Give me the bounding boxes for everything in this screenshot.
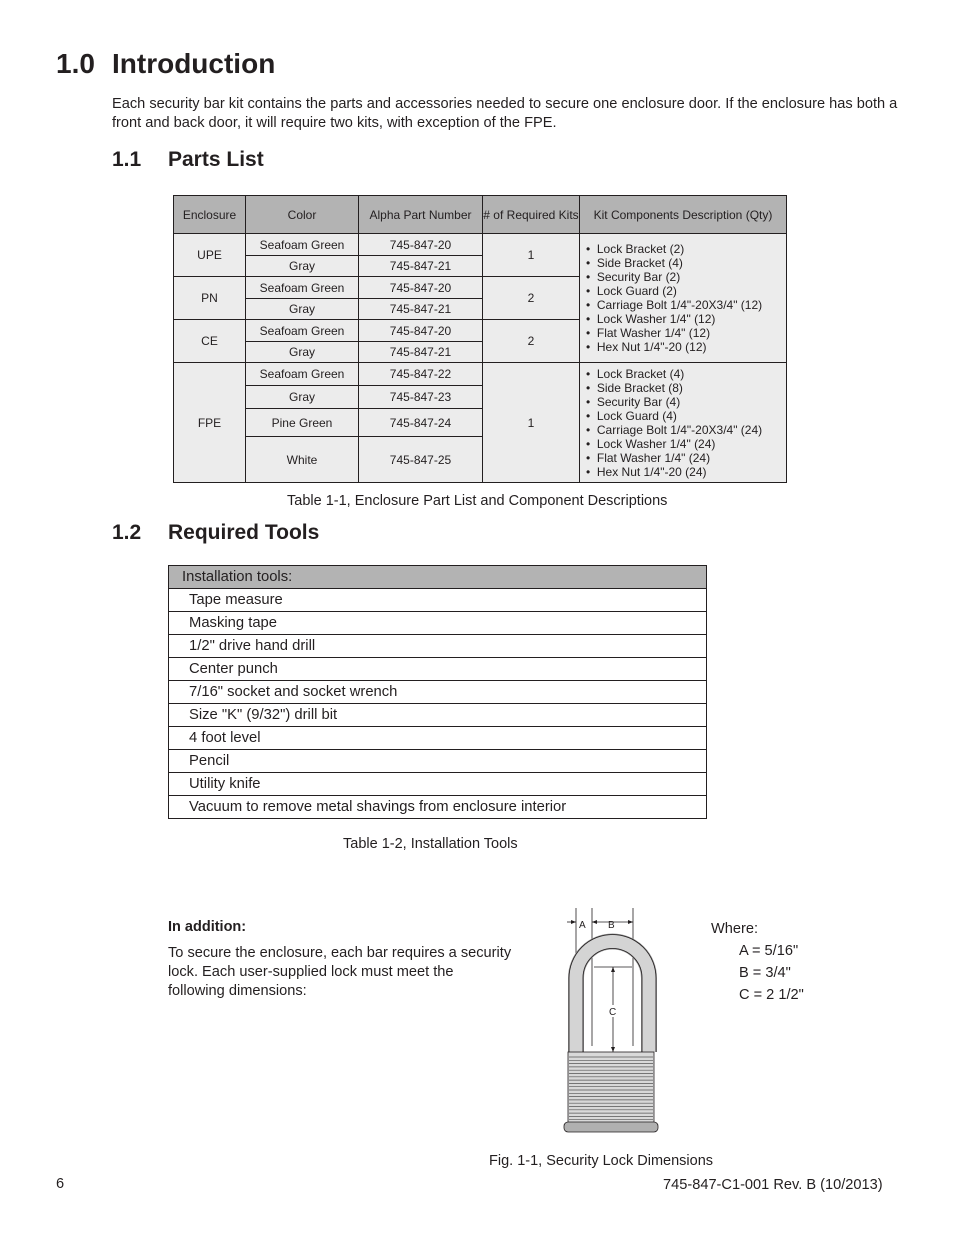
parts-list-heading (112, 148, 264, 172)
enclosure-cell: CE (174, 320, 246, 363)
section-number: 1.0 (56, 48, 95, 79)
parts-table (173, 195, 787, 483)
header-enclosure: Enclosure (174, 196, 246, 234)
dimension-label-b: B (608, 920, 615, 931)
component-item: • Hex Nut 1/4"-20 (24) (586, 465, 786, 479)
document-revision: 745-847-C1-001 Rev. B (10/2013) (663, 1177, 883, 1193)
parts-list-number: 1.1 (112, 148, 142, 171)
color-cell: Gray (246, 256, 359, 277)
color-cell: Gray (246, 342, 359, 363)
part-number-cell: 745-847-25 (359, 437, 483, 483)
where-label: Where: (711, 921, 759, 937)
dimension-label-c: C (609, 1007, 617, 1018)
part-number-cell: 745-847-24 (359, 409, 483, 437)
parts-list-title: Parts List (168, 148, 264, 171)
kits-cell: 2 (483, 320, 580, 363)
header-color: Color (246, 196, 359, 234)
component-item: • Security Bar (4) (586, 395, 786, 409)
tool-item: Center punch (169, 658, 707, 681)
table-row (169, 750, 707, 773)
component-item: • Hex Nut 1/4"-20 (12) (586, 340, 786, 354)
required-tools-heading (112, 521, 319, 545)
dimension-label-a: A (579, 920, 586, 931)
component-item: • Security Bar (2) (586, 270, 786, 284)
table-row (169, 589, 707, 612)
tool-item: 4 foot level (169, 727, 707, 750)
part-number-cell: 745-847-20 (359, 320, 483, 342)
tools-header-cell: Installation tools: (169, 566, 707, 589)
component-item: • Side Bracket (8) (586, 381, 786, 395)
part-number-cell: 745-847-20 (359, 277, 483, 299)
page-title (56, 48, 275, 80)
component-item: • Side Bracket (4) (586, 256, 786, 270)
part-number-cell: 745-847-21 (359, 256, 483, 277)
parts-table-caption: Table 1-1, Enclosure Part List and Component Descriptions (287, 493, 668, 509)
dimension-a-value: A = 5/16" (739, 943, 799, 959)
lock-figure-caption: Fig. 1-1, Security Lock Dimensions (489, 1153, 714, 1169)
color-cell: Seafoam Green (246, 363, 359, 386)
component-item: • Carriage Bolt 1/4"-20X3/4" (24) (586, 423, 786, 437)
header-required-kits: # of Required Kits (483, 196, 580, 234)
color-cell: Gray (246, 299, 359, 320)
table-row (169, 635, 707, 658)
tool-item: Size "K" (9/32") drill bit (169, 704, 707, 727)
component-item: • Carriage Bolt 1/4"-20X3/4" (12) (586, 298, 786, 312)
component-item: • Lock Guard (2) (586, 284, 786, 298)
table-row (169, 727, 707, 750)
color-cell: Seafoam Green (246, 320, 359, 342)
color-cell: White (246, 437, 359, 483)
section-title: Introduction (112, 48, 276, 79)
part-number-cell: 745-847-21 (359, 342, 483, 363)
dimension-legend (711, 918, 804, 1006)
tool-item: Utility knife (169, 773, 707, 796)
part-number-cell: 745-847-21 (359, 299, 483, 320)
components-list (586, 367, 786, 479)
part-number-cell: 745-847-20 (359, 234, 483, 256)
required-tools-title: Required Tools (168, 521, 320, 544)
intro-paragraph: Each security bar kit contains the parts and accessories needed to secure one enclosure door. If the enclosure has both a front and back door, it will require two kits, with exception of the FPE. (112, 96, 898, 131)
table-row (169, 704, 707, 727)
table-row (169, 796, 707, 819)
component-item: • Flat Washer 1/4" (12) (586, 326, 786, 340)
tool-item: Tape measure (169, 589, 707, 612)
kits-cell: 1 (483, 363, 580, 483)
enclosure-cell: PN (174, 277, 246, 320)
dimension-b-value: B = 3/4" (739, 965, 791, 981)
part-number-cell: 745-847-23 (359, 386, 483, 409)
table-row (169, 773, 707, 796)
component-item: • Lock Guard (4) (586, 409, 786, 423)
components-list (586, 242, 786, 354)
component-item: • Lock Bracket (4) (586, 367, 786, 381)
component-item: • Lock Washer 1/4" (12) (586, 312, 786, 326)
parts-table-header (174, 196, 787, 234)
header-components: Kit Components Description (Qty) (580, 196, 787, 234)
color-cell: Seafoam Green (246, 234, 359, 256)
component-item: • Lock Washer 1/4" (24) (586, 437, 786, 451)
dimension-c-value: C = 2 1/2" (739, 987, 804, 1003)
component-item: • Flat Washer 1/4" (24) (586, 451, 786, 465)
enclosure-cell: UPE (174, 234, 246, 277)
required-tools-number: 1.2 (112, 521, 142, 544)
tool-item: 7/16" socket and socket wrench (169, 681, 707, 704)
table-row (169, 658, 707, 681)
tool-item: Pencil (169, 750, 707, 773)
table-row (174, 234, 787, 256)
color-cell: Seafoam Green (246, 277, 359, 299)
page-number: 6 (56, 1176, 65, 1192)
enclosure-cell: FPE (174, 363, 246, 483)
tool-item: Masking tape (169, 612, 707, 635)
table-row (169, 681, 707, 704)
part-number-cell: 745-847-22 (359, 363, 483, 386)
table-row (174, 363, 787, 386)
tool-item: Vacuum to remove metal shavings from enclosure interior (169, 796, 707, 819)
table-row (169, 612, 707, 635)
components-cell (580, 363, 787, 483)
components-cell (580, 234, 787, 363)
tools-table-caption: Table 1-2, Installation Tools (343, 836, 518, 852)
tools-table (168, 565, 707, 819)
security-lock-diagram (556, 906, 670, 1138)
color-cell: Gray (246, 386, 359, 409)
component-item: • Lock Bracket (2) (586, 242, 786, 256)
tool-item: 1/2" drive hand drill (169, 635, 707, 658)
addition-heading: In addition: (168, 919, 247, 935)
addition-text: To secure the enclosure, each bar requires a security lock. Each user-supplied lock must meet the following dimensions: (168, 945, 512, 999)
kits-cell: 1 (483, 234, 580, 277)
header-part-number: Alpha Part Number (359, 196, 483, 234)
kits-cell: 2 (483, 277, 580, 320)
tools-table-header (169, 566, 707, 589)
color-cell: Pine Green (246, 409, 359, 437)
